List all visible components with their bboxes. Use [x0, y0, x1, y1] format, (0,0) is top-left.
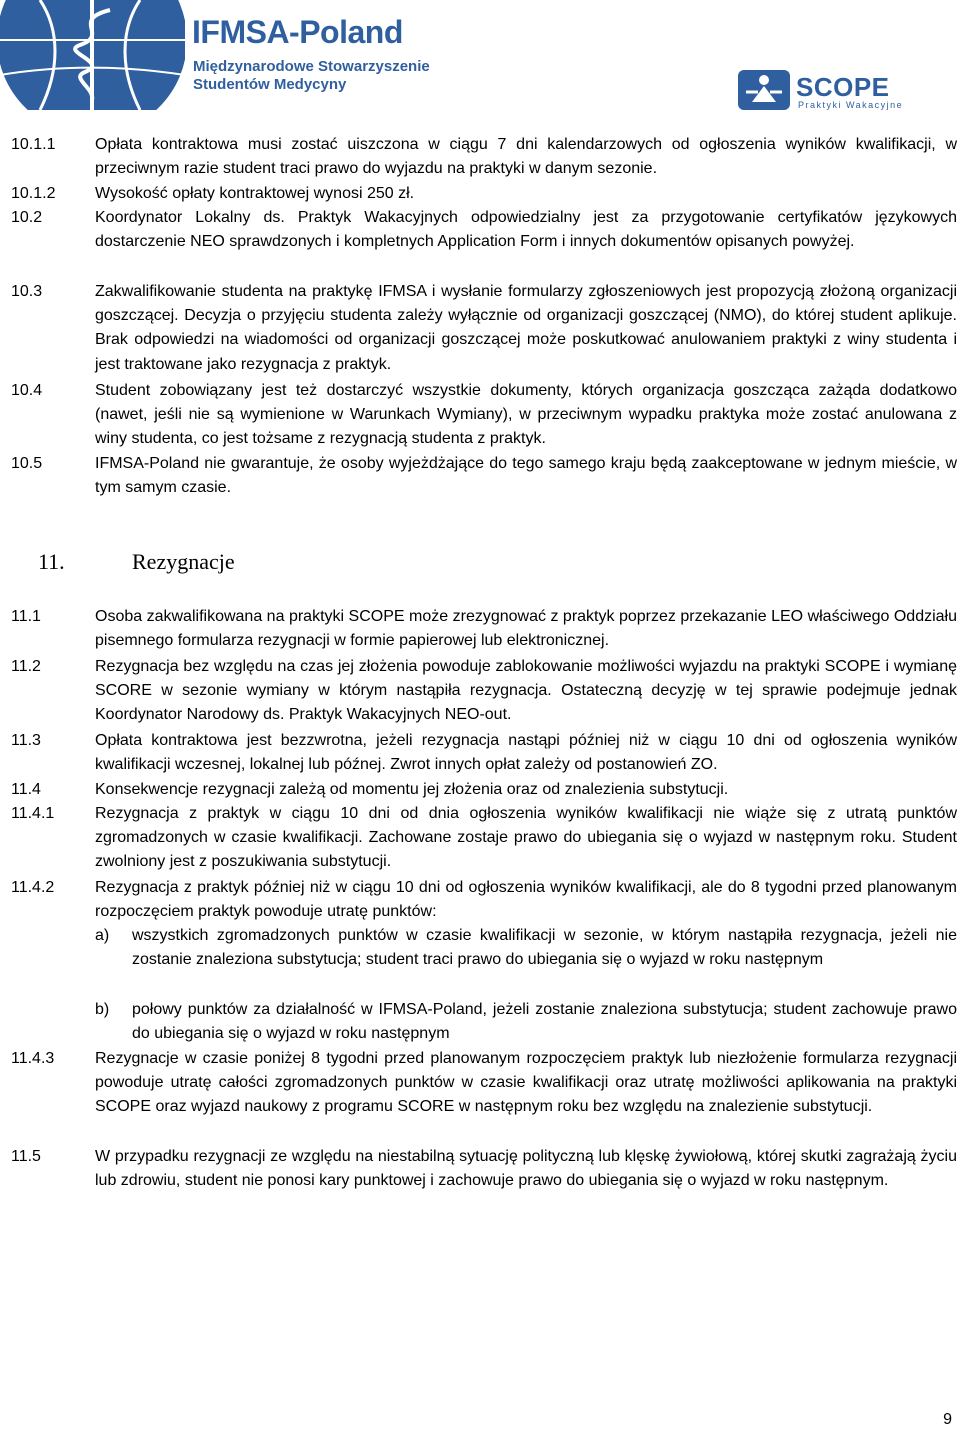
ifmsa-globe-icon	[0, 0, 185, 110]
item-number: 11.4.2	[11, 879, 55, 896]
section-number: 11.	[38, 549, 65, 574]
item-text: Rezygnacje w czasie poniżej 8 tygodni przed planowanym rozpoczęciem praktyk lub niezłożenie formularza rezygnacji powoduje utratę całości zgromadzonych punktów w czasie kwalifikacji oraz utratę możliwości aplikowania na praktyki SCOPE oraz wyjazd naukowy z programu SCORE w następnym roku bez względu na znalezienie substytucji.	[95, 1050, 957, 1116]
sub-item-text: wszystkich zgromadzonych punktów w czasie kwalifikacji w sezonie, w którym nastąpiła rezygnacja, jeżeli nie zostanie znaleziona substytucja; student traci prawo do ubiegania się o wyjazd w roku następnym	[132, 927, 957, 969]
item-text: Zakwalifikowanie studenta na praktykę IFMSA i wysłanie formularzy zgłoszeniowych jest propozycją złożoną organizacji goszczącej. Decyzja o przyjęciu studenta zależy wyłącznie od organizacji goszczącej (NMO), do której student aplikuje. Brak odpowiedzi na wiadomości od organizacji goszczącej może poskutkować anulowaniem praktyki z winy studenta i jest traktowane jako rezygnacja z praktyk.	[95, 283, 957, 373]
item-text: IFMSA-Poland nie gwarantuje, że osoby wyjeżdżające do tego samego kraju będą zaakceptowane w jednym mieście, w tym samym czasie.	[95, 455, 957, 497]
item-number: 11.4.1	[11, 805, 55, 822]
item-number: 10.1.2	[11, 185, 56, 202]
item-number: 10.2	[11, 209, 43, 226]
item-number: 10.3	[11, 283, 43, 300]
item-number: 11.4	[11, 781, 41, 798]
item-number: 11.2	[11, 658, 41, 675]
item-text: Koordynator Lokalny ds. Praktyk Wakacyjnych odpowiedzialny jest za przygotowanie certyfikatów językowych dostarczenie NEO sprawdzonych i kompletnych Application Form i innych dokumentów opisanych powyżej.	[95, 209, 957, 251]
scope-logo	[738, 70, 904, 112]
page-number: 9	[943, 1411, 952, 1428]
item-number: 10.1.1	[11, 136, 56, 153]
item-text: Konsekwencje rezygnacji zależą od momentu jej złożenia oraz od znalezienia substytucji.	[95, 781, 729, 798]
sub-item-text: połowy punktów za działalność w IFMSA-Poland, jeżeli zostanie znaleziona substytucja; student zachowuje prawo do ubiegania się o wyjazd w roku następnym	[132, 1001, 957, 1043]
ifmsa-subtitle: Międzynarodowe Stowarzyszenie Studentów Medycyny	[193, 58, 430, 93]
item-text: Osoba zakwalifikowana na praktyki SCOPE może zrezygnować z praktyk poprzez przekazanie LEO właściwego Oddziału pisemnego formularza rezygnacji w formie papierowej lub elektronicznej.	[95, 608, 957, 650]
sub-item-label: a)	[95, 927, 110, 944]
item-text: Rezygnacja z praktyk w ciągu 10 dni od dnia ogłoszenia wyników kwalifikacji nie wiąże się z utratą punktów zgromadzonych w czasie kwalifikacji. Zachowane zostaje prawo do ubiegania się o wyjazd w następnym roku. Student zwolniony jest z poszukiwania substytucji.	[95, 805, 957, 871]
item-number: 11.3	[11, 732, 41, 749]
item-text: Wysokość opłaty kontraktowej wynosi 250 zł.	[95, 185, 415, 202]
item-text: Opłata kontraktowa musi zostać uiszczona w ciągu 7 dni kalendarzowych od ogłoszenia wyników kwalifikacji, w przeciwnym razie student traci prawo do wyjazdu na praktyki w danym sezonie.	[95, 136, 957, 178]
item-text: Rezygnacja z praktyk później niż w ciągu 10 dni od ogłoszenia wyników kwalifikacji, ale do 8 tygodni przed planowanym rozpoczęciem praktyk powoduje utratę punktów:	[95, 879, 957, 921]
ifmsa-name: IFMSA-Poland	[192, 14, 403, 50]
item-number: 11.5	[11, 1148, 41, 1165]
item-text: Student zobowiązany jest też dostarczyć wszystkie dokumenty, których organizacja goszcząca zażąda dodatkowo (nawet, jeśli nie są wymienione w Warunkach Wymiany), w przeciwnym wypadku praktyka może zostać anulowana z winy studenta, co jest tożsame z rezygnacją studenta z praktyk.	[95, 382, 957, 448]
item-number: 10.5	[11, 455, 43, 472]
item-number: 11.1	[11, 608, 41, 625]
item-number: 11.4.3	[11, 1050, 55, 1067]
item-text: Opłata kontraktowa jest bezzwrotna, jeżeli rezygnacja nastąpi później niż w ciągu 10 dni od ogłoszenia wyników kwalifikacji wczesnej, lokalnej lub późnej. Zwrot innych opłat zależy od postanowień ZO.	[95, 732, 957, 774]
scope-subtitle: Praktyki Wakacyjne	[798, 100, 904, 110]
scope-badge-icon	[738, 70, 790, 110]
scope-name: SCOPE	[796, 72, 890, 102]
ifmsa-logo	[0, 0, 430, 110]
item-text: W przypadku rezygnacji ze względu na niestabilną sytuację polityczną lub klęskę żywiołową, której skutki zagrażają życiu lub zdrowiu, student nie ponosi kary punktowej i zachowuje prawo do ubiegania się o wyjazd w roku następnym.	[95, 1148, 957, 1190]
page-header	[0, 0, 960, 120]
item-text: Rezygnacja bez względu na czas jej złożenia powoduje zablokowanie możliwości wyjazdu na praktyki SCOPE i wymianę SCORE w sezonie wymiany w którym nastąpiła rezygnacja. Ostateczną decyzję w tej sprawie podejmuje jednak Koordynator Narodowy ds. Praktyk Wakacyjnych NEO-out.	[95, 658, 957, 724]
item-number: 10.4	[11, 382, 43, 399]
sub-item-label: b)	[95, 1001, 110, 1018]
section-title: Rezygnacje	[132, 549, 235, 574]
